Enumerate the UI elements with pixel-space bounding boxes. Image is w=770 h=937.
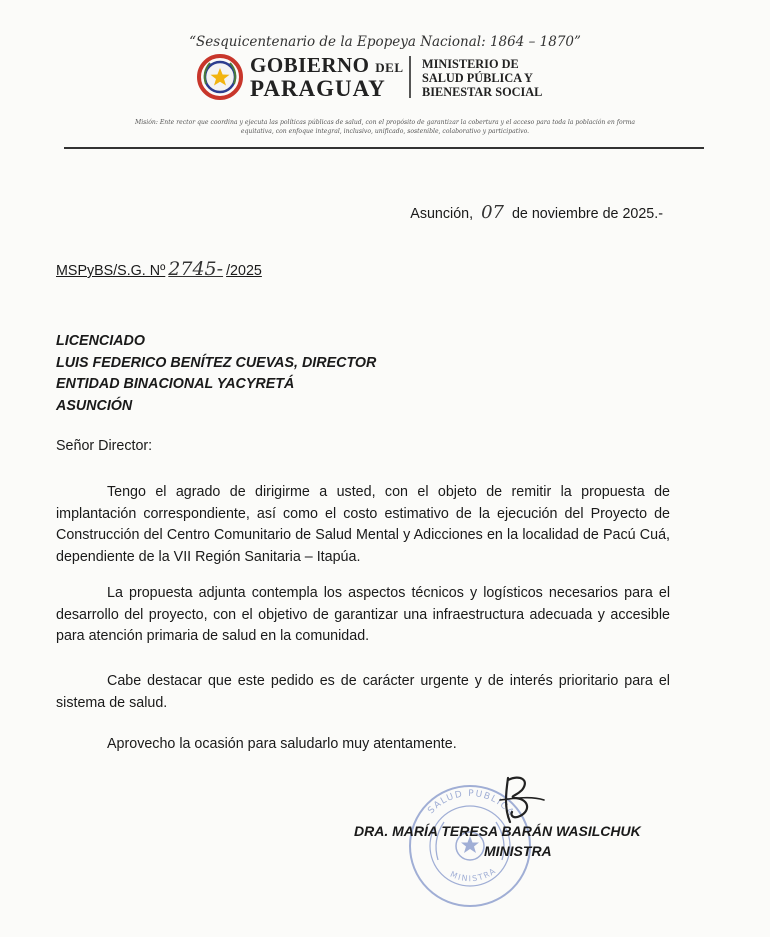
signer-name: DRA. MARÍA TERESA BARÁN WASILCHUK bbox=[354, 823, 641, 839]
date-suffix: de noviembre de 2025.- bbox=[511, 206, 663, 222]
government-name bbox=[250, 55, 404, 99]
addressee-line: LUIS FEDERICO BENÍTEZ CUEVAS, DIRECTOR bbox=[56, 354, 377, 371]
header-divider bbox=[64, 147, 704, 149]
date-day-handwritten: 07 bbox=[481, 202, 504, 223]
gov-line2: PARAGUAY bbox=[250, 76, 386, 101]
gov-line1: GOBIERNO bbox=[250, 53, 370, 77]
paragraph-text: La propuesta adjunta contempla los aspectos técnicos y logísticos necesarios para el desarrollo del proyecto, con el objetivo de garantizar una infraestructura adecuada y accesible para atención primaria de salud en la comunidad. bbox=[56, 585, 670, 644]
body-paragraph bbox=[56, 734, 670, 756]
seal-bottom-text: MINISTRA bbox=[448, 865, 499, 884]
logo-divider bbox=[409, 56, 411, 98]
addressee-line: ASUNCIÓN bbox=[56, 397, 133, 414]
body-paragraph bbox=[56, 671, 670, 714]
ministry-name bbox=[422, 57, 542, 99]
ref-suffix: /2025 bbox=[226, 263, 262, 279]
signer-block bbox=[354, 821, 674, 861]
addressee-line: LICENCIADO bbox=[56, 333, 145, 349]
ministry-line2: SALUD PÚBLICA Y bbox=[422, 71, 533, 85]
mission-line1: Misión: Ente rector que coordina y ejecuta las políticas públicas de salud, con el propósito de garantizar la cobertura y el acceso para toda la población en forma bbox=[134, 119, 636, 126]
reference-number bbox=[56, 258, 262, 280]
paragraph-text: Cabe destacar que este pedido es de carácter urgente y de interés prioritario para el sistema de salud. bbox=[56, 673, 670, 711]
body-paragraph bbox=[56, 583, 670, 648]
government-logo bbox=[196, 52, 576, 102]
signer-title: MINISTRA bbox=[484, 843, 552, 859]
addressee-line: ENTIDAD BINACIONAL YACYRETÁ bbox=[56, 376, 295, 392]
ref-prefix: MSPyBS/S.G. Nº bbox=[56, 263, 166, 279]
gov-line1-small: DEL bbox=[375, 60, 404, 75]
ministry-line3: BIENESTAR SOCIAL bbox=[422, 85, 543, 99]
letter-date bbox=[410, 202, 663, 223]
coat-of-arms-icon bbox=[196, 54, 244, 100]
date-prefix: Asunción, bbox=[410, 206, 474, 222]
paragraph-text: Aprovecho la ocasión para saludarlo muy atentamente. bbox=[107, 736, 457, 752]
addressee-block bbox=[56, 331, 376, 417]
ministry-line1: MINISTERIO DE bbox=[422, 57, 519, 71]
paragraph-text: Tengo el agrado de dirigirme a usted, con el objeto de remitir la propuesta de implantación correspondiente, así como el costo estimativo de la ejecución del Proyecto de Construcción del Centro Comunitario de Salud Mental y Adicciones en la localidad de Pacú Cuá, dependiente de la VII Región Sanitaria – Itapúa. bbox=[56, 484, 670, 565]
header-motto: “Sesquicentenario de la Epopeya Nacional: 1864 – 1870” bbox=[189, 34, 581, 50]
salutation: Señor Director: bbox=[56, 438, 153, 454]
ref-number-handwritten: 2745- bbox=[168, 258, 224, 280]
seal-top-text: SALUD PUBLICA bbox=[426, 788, 516, 819]
body-paragraph bbox=[56, 482, 670, 568]
mission-line2: equitativa, con enfoque integral, inclusivo, unificado, sostenible, colaborativo y participativo. bbox=[240, 128, 530, 135]
mission-statement bbox=[70, 118, 700, 136]
